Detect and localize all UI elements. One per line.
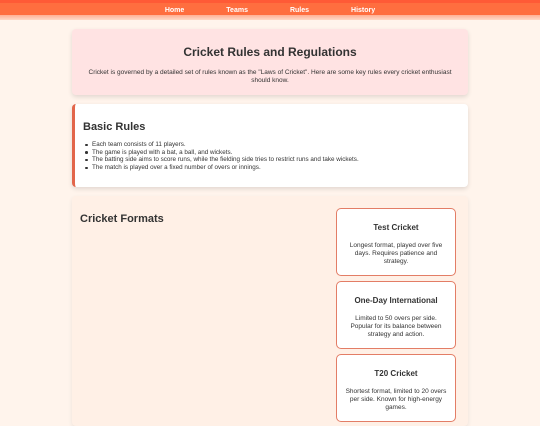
rule-item: The game is played with a bat, a ball, and wickets. [83, 149, 359, 157]
cricket-formats-section [72, 196, 468, 426]
formats-heading: Cricket Formats [80, 213, 164, 225]
format-card-title: Test Cricket [373, 223, 419, 232]
hero-section [72, 29, 468, 95]
main-nav [0, 4, 540, 16]
page-intro: Cricket is governed by a detailed set of rules known as the "Laws of Cricket". Here are some key rules every cricket enthusiast should know. [88, 69, 452, 84]
format-card-title: One-Day International [354, 296, 438, 305]
basic-rules-section [72, 104, 468, 187]
nav-link-history[interactable]: History [351, 6, 376, 14]
format-card-description: Shortest format, limited to 20 overs per side. Known for high-energy games. [345, 388, 447, 412]
nav-link-rules[interactable]: Rules [289, 6, 310, 14]
basic-rules-heading: Basic Rules [83, 121, 146, 133]
basic-rules-list [83, 141, 359, 172]
format-card-odi[interactable] [336, 281, 456, 349]
format-card-description: Longest format, played over five days. Requires patience and strategy. [349, 242, 443, 266]
nav-link-home[interactable]: Home [164, 6, 185, 14]
nav-link-teams[interactable]: Teams [226, 6, 248, 14]
rule-item: The match is played over a fixed number of overs or innings. [83, 164, 359, 172]
rule-item: The batting side aims to score runs, while the fielding side tries to restrict runs and take wickets. [83, 156, 359, 164]
format-card-t20[interactable] [336, 354, 456, 422]
format-card-description: Limited to 50 overs per side. Popular for its balance between strategy and action. [350, 315, 442, 339]
rule-item: Each team consists of 11 players. [83, 141, 359, 149]
page-title: Cricket Rules and Regulations [183, 45, 357, 59]
format-card-test[interactable] [336, 208, 456, 276]
format-card-title: T20 Cricket [374, 369, 418, 378]
